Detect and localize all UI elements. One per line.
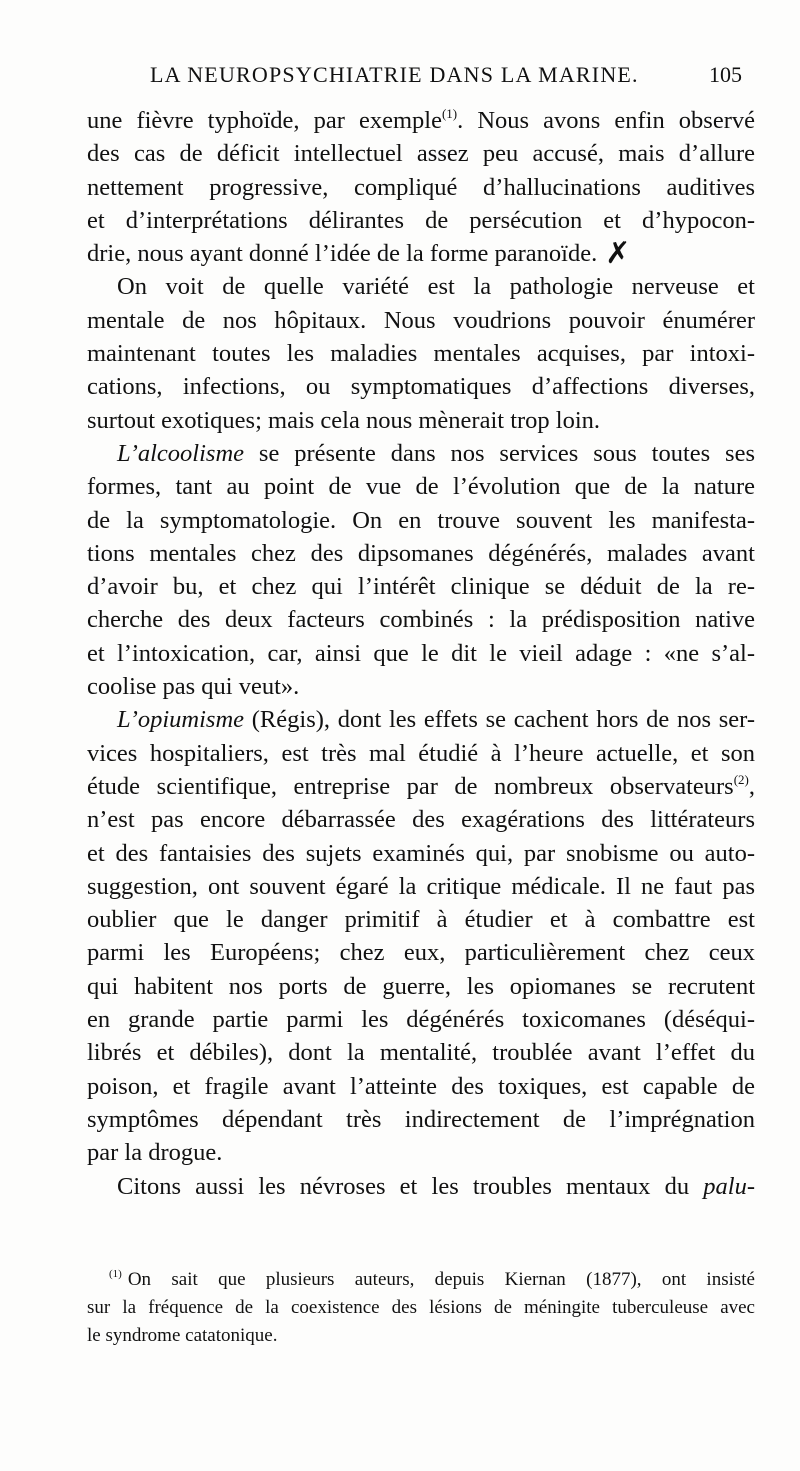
text-line: étude scientifique, entreprise par de nombreux observateurs$^{(2)}$,	[87, 771, 755, 800]
text-line: L’opiumisme (Régis), dont les effets se cachent hors de nos ser-	[117, 706, 755, 734]
text-line: drie, nous ayant donné l’idée de la forme paranoïde. ✗	[87, 236, 631, 272]
text-line: parmi les Européens; chez eux, particulièrement chez ceux	[87, 939, 755, 967]
text-line: vices hospitaliers, est très mal étudié à l’heure actuelle, et son	[87, 739, 755, 767]
text-line: On voit de quelle variété est la pathologie nerveuse et	[117, 273, 755, 301]
text-line: en grande partie parmi les dégénérés toxicomanes (déséqui-	[87, 1006, 755, 1034]
text-line: maintenant toutes les maladies mentales acquises, par intoxi-	[87, 340, 755, 368]
text-line: Citons aussi les névroses et les troubles mentaux du palu-	[117, 1172, 755, 1200]
text-line: et des fantaisies des sujets examinés qui, par snobisme ou auto-	[87, 839, 755, 867]
running-head	[88, 62, 742, 96]
text-line: et d’interprétations délirantes de persécution et d’hypocon-	[87, 206, 755, 234]
text-line: de la symptomatologie. On en trouve souvent les manifesta-	[87, 506, 755, 534]
text-line: symptômes dépendant très indirectement de l’imprégnation	[87, 1105, 755, 1133]
text-line: oublier que le danger primitif à étudier et à combattre est	[87, 906, 755, 934]
body-text	[87, 104, 755, 1203]
text-line: tions mentales chez des dipsomanes dégénérés, malades avant	[87, 539, 755, 567]
text-line: mentale de nos hôpitaux. Nous voudrions pouvoir énumérer	[87, 306, 755, 334]
page-number: 105	[709, 62, 742, 87]
text-line: suggestion, ont souvent égaré la critique médicale. Il ne faut pas	[87, 872, 755, 900]
text-line: formes, tant au point de vue de l’évolution que de la nature	[87, 473, 755, 501]
term-palu: palu-	[703, 1172, 755, 1200]
cross-mark-icon: ✗	[605, 236, 631, 272]
text-line: par la drogue.	[87, 1139, 223, 1167]
text-line: nettement progressive, compliqué d’hallucinations auditives	[87, 173, 755, 201]
text-line: cherche des deux facteurs combinés : la prédisposition native	[87, 606, 755, 634]
running-title: LA NEUROPSYCHIATRIE DANS LA MARINE.	[150, 62, 639, 87]
text-line: qui habitent nos ports de guerre, les opiomanes se recrutent	[87, 972, 755, 1000]
term-alcoolisme: L’alcoolisme	[117, 439, 245, 467]
footnote-marker-1: (1)	[109, 1268, 122, 1280]
text-line: et l’intoxication, car, ainsi que le dit le vieil adage : «ne s’al-	[87, 639, 755, 667]
footnote-line: le syndrome catatonique.	[87, 1325, 278, 1346]
text-line: L’alcoolisme se présente dans nos services sous toutes ses	[117, 439, 756, 467]
text-line: cations, infections, ou symptomatiques d’affections diverses,	[87, 373, 755, 401]
text-line: coolise pas qui veut».	[87, 673, 300, 701]
footnote-line: $^{(1)}$ On sait que plusieurs auteurs, depuis Kiernan (1877), ont insisté	[109, 1268, 755, 1290]
text-line: n’est pas encore débarrassée des exagérations des littérateurs	[87, 806, 755, 834]
footnote-ref-1[interactable]: (1)	[441, 106, 458, 121]
text-line: une fièvre typhoïde, par exemple$^{(1)}$. Nous avons enfin observé	[87, 106, 755, 134]
footnote-ref-2[interactable]: (2)	[733, 771, 749, 787]
text-line: d’avoir bu, et chez qui l’intérêt clinique se déduit de la re-	[87, 573, 755, 601]
text-line: des cas de déficit intellectuel assez peu accusé, mais d’allure	[87, 140, 755, 168]
footnote-line: sur la fréquence de la coexistence des lésions de méningite tuberculeuse avec	[87, 1297, 755, 1318]
term-opiumisme: L’opiumisme	[117, 706, 245, 734]
text-line: surtout exotiques; mais cela nous mènerait trop loin.	[87, 406, 601, 434]
text-line: poison, et fragile avant l’atteinte des toxiques, est capable de	[87, 1072, 755, 1100]
footnotes	[87, 1266, 755, 1350]
text-line: librés et débiles), dont la mentalité, troublée avant l’effet du	[87, 1039, 755, 1067]
